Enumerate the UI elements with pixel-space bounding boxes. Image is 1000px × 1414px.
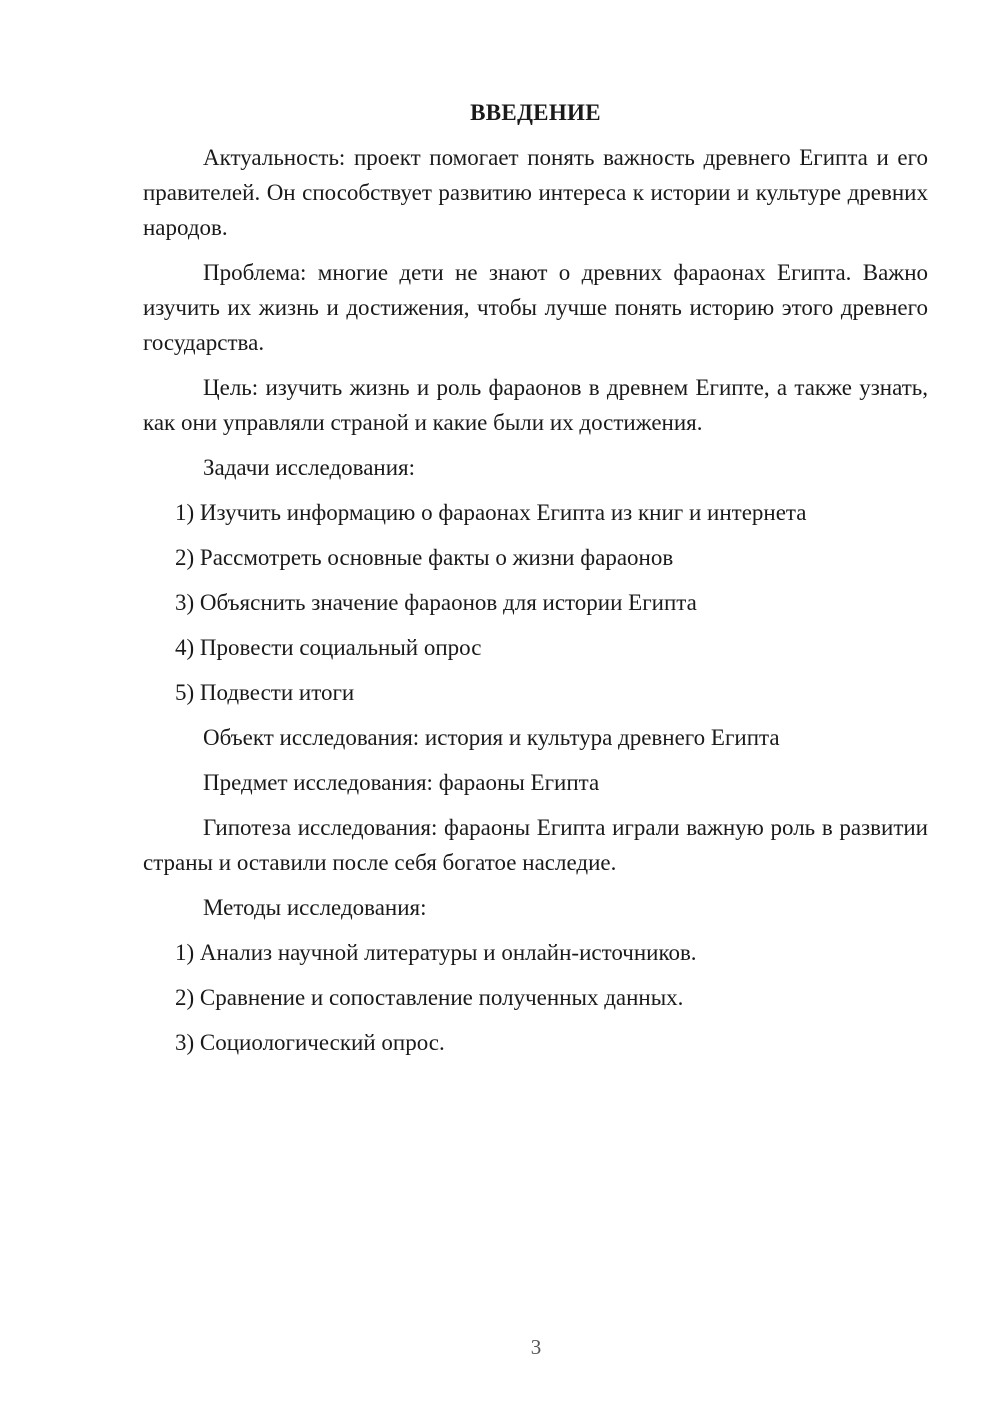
hypothesis-paragraph: Гипотеза исследования: фараоны Египта играли важную роль в развитии страны и оставили после себя богатое наследие. xyxy=(143,815,928,875)
relevance-paragraph: Актуальность: проект помогает понять важность древнего Египта и его правителей. Он способствует развитию интереса к истории и культуре древних народов. xyxy=(143,145,928,240)
tasks-heading: Задачи исследования: xyxy=(203,455,416,480)
list-item: 1) Изучить информацию о фараонах Египта из книг и интернета xyxy=(175,500,807,525)
page-content xyxy=(143,95,928,1070)
list-item: 5) Подвести итоги xyxy=(175,680,355,705)
methods-heading: Методы исследования: xyxy=(203,895,427,920)
goal-paragraph: Цель: изучить жизнь и роль фараонов в древнем Египте, а также узнать, как они управляли страной и какие были их достижения. xyxy=(143,375,928,435)
tasks-list xyxy=(143,495,928,710)
list-item: 2) Сравнение и сопоставление полученных данных. xyxy=(175,985,684,1010)
methods-list xyxy=(143,935,928,1060)
list-item: 1) Анализ научной литературы и онлайн-источников. xyxy=(175,940,697,965)
list-item: 2) Рассмотреть основные факты о жизни фараонов xyxy=(175,545,674,570)
object-line: Объект исследования: история и культура древнего Египта xyxy=(203,725,780,750)
page-number: 3 xyxy=(530,1335,542,1359)
problem-paragraph: Проблема: многие дети не знают о древних фараонах Египта. Важно изучить их жизнь и достижения, чтобы лучше понять историю этого древнего государства. xyxy=(143,260,928,355)
list-item: 4) Провести социальный опрос xyxy=(175,635,482,660)
list-item: 3) Объяснить значение фараонов для истории Египта xyxy=(175,590,697,615)
page-title: ВВЕДЕНИЕ xyxy=(470,100,601,125)
list-item: 3) Социологический опрос. xyxy=(175,1030,445,1055)
subject-line: Предмет исследования: фараоны Египта xyxy=(203,770,600,795)
